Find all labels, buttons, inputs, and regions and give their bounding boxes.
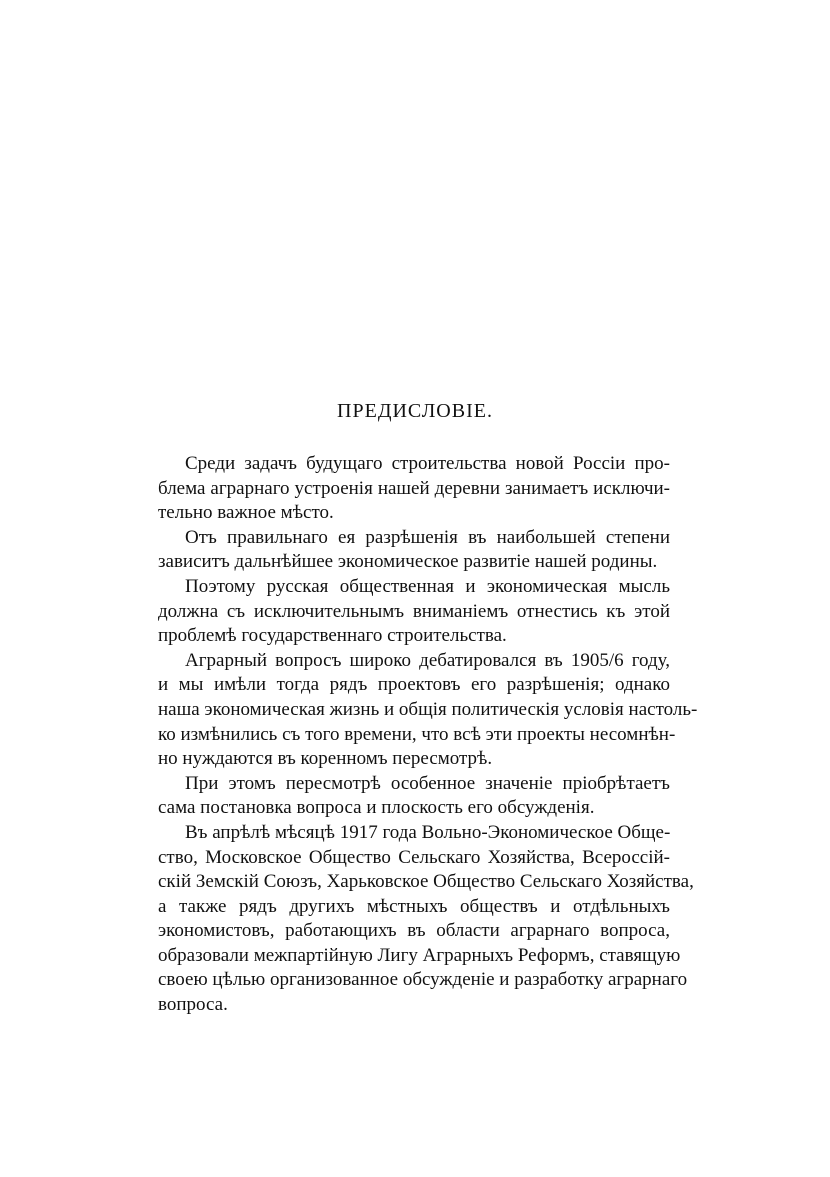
text-line: Аграрный вопросъ широко дебатировался въ 1905/6 году, xyxy=(185,649,670,671)
text-line: своею цѣлью организованное обсужденіе и разработку аграрнаго xyxy=(158,969,688,991)
text-line: и мы имѣли тогда рядъ проектовъ его разрѣшенія; однако xyxy=(158,674,670,696)
text-line: Поэтому русская общественная и экономическая мысль xyxy=(185,575,670,597)
text-line: экономистовъ, работающихъ въ области аграрнаго вопроса, xyxy=(158,920,670,942)
text-line: ство, Московское Общество Сельскаго Хозяйства, Всероссій- xyxy=(158,846,670,868)
text-line: скій Земскій Союзъ, Харьковское Общество Сельскаго Хозяйства, xyxy=(158,871,694,893)
text-line: блема аграрнаго устроенія нашей деревни занимаетъ исключи- xyxy=(158,477,670,499)
body-text xyxy=(158,452,698,1018)
text-line: сама постановка вопроса и плоскость его обсужденія. xyxy=(158,797,595,819)
text-line: должна съ исключительнымъ вниманіемъ отнестись къ этой xyxy=(158,600,670,622)
text-line: образовали межпартійную Лигу Аграрныхъ Реформъ, ставящую xyxy=(158,944,681,966)
text-line: вопроса. xyxy=(158,994,228,1016)
text-line: При этомъ пересмотрѣ особенное значеніе пріобрѣтаетъ xyxy=(185,772,670,794)
text-line: наша экономическая жизнь и общія политическія условія настоль- xyxy=(158,698,698,720)
text-line: Среди задачъ будущаго строительства новой Россіи про- xyxy=(185,453,670,474)
text-line: Отъ правильнаго ея разрѣшенія въ наибольшей степени xyxy=(185,526,670,548)
text-line: зависитъ дальнѣйшее экономическое развитіе нашей родины. xyxy=(158,551,658,573)
text-line: проблемѣ государственнаго строительства. xyxy=(158,625,507,647)
text-line: а также рядъ другихъ мѣстныхъ обществъ и отдѣльныхъ xyxy=(158,895,670,917)
text-line: Въ апрѣлѣ мѣсяцѣ 1917 года Вольно-Экономическое Обще- xyxy=(185,821,671,843)
text-line: но нуждаются въ коренномъ пересмотрѣ. xyxy=(158,748,493,770)
text-line: тельно важное мѣсто. xyxy=(158,502,334,524)
text-line: ко измѣнились съ того времени, что всѣ эти проекты несомнѣн- xyxy=(158,723,676,745)
page-title: ПРЕДИСЛОВІЕ. xyxy=(337,400,493,422)
